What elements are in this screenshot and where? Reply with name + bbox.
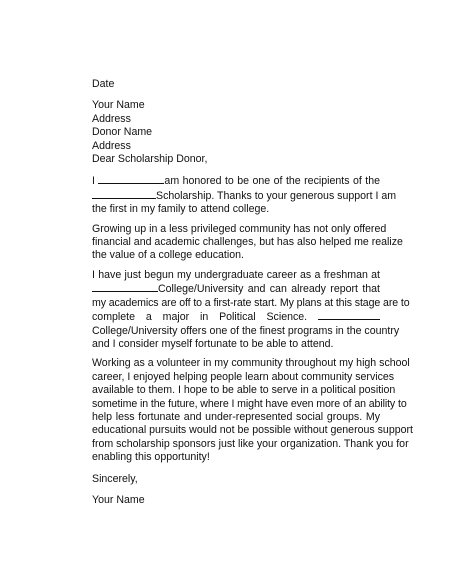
paragraph-2	[92, 222, 403, 263]
p3-line-1: I have just begun my undergraduate career as a freshman at	[92, 268, 380, 281]
p4-line-1: Working as a volunteer in my community throughout my high school	[92, 357, 410, 370]
p2-line-3: the value of a college education.	[92, 249, 244, 262]
recipient-address: Address	[92, 112, 131, 125]
paragraph-4	[92, 357, 413, 464]
closing: Sincerely,	[92, 472, 138, 485]
p4-line-8: enabling this opportunity!	[92, 451, 210, 464]
blank-line	[92, 189, 156, 199]
p3-line-2: College/University and can already report that	[92, 282, 380, 296]
donor-name: Donor Name	[92, 126, 153, 139]
donor-address: Address	[92, 139, 131, 152]
p4-line-6: educational pursuits would not be possible without generous support	[92, 424, 413, 437]
paragraph-3	[92, 268, 410, 351]
p3-line-3: my academics are off to a first-rate start. My plans at this stage are to	[92, 296, 410, 309]
p2-line-2: financial and academic challenges, but has also helped me realize	[92, 236, 403, 249]
p2-line-1: Growing up in a less privileged community has not only offered	[92, 222, 387, 235]
p4-line-7: from scholarship sponsors just like your organization. Thank you for	[92, 437, 409, 450]
p4-line-5: help less fortunate and under-represented social groups. My	[92, 410, 380, 423]
signature-name: Your Name	[92, 493, 145, 506]
p3-line-6: and I consider myself fortunate to be able to attend.	[92, 337, 334, 350]
p1-line-1: I am honored to be one of the recipients of the	[92, 175, 380, 188]
scholarship-thank-you-letter	[92, 78, 413, 507]
p3-line-5: College/University offers one of the finest programs in the country	[92, 324, 400, 337]
p3-line-4: complete a major in Political Science.	[92, 310, 380, 324]
recipient-name: Your Name	[92, 99, 145, 112]
salutation: Dear Scholarship Donor,	[92, 153, 208, 166]
p4-line-2: career, I enjoyed helping people learn about community services	[92, 370, 395, 383]
p4-line-4: sometime in the future, where I might have even more of an ability to	[92, 397, 407, 410]
p1-line-3: the first in my family to attend college.	[92, 203, 270, 216]
blank-line	[92, 282, 158, 292]
blank-line	[318, 310, 380, 320]
p1-line-2: Scholarship. Thanks to your generous support I am	[92, 189, 380, 203]
p4-line-3: available to them. I hope to be able to serve in a political position	[92, 384, 396, 397]
date-line: Date	[92, 78, 115, 90]
blank-line	[98, 174, 164, 184]
paragraph-1	[92, 174, 397, 216]
